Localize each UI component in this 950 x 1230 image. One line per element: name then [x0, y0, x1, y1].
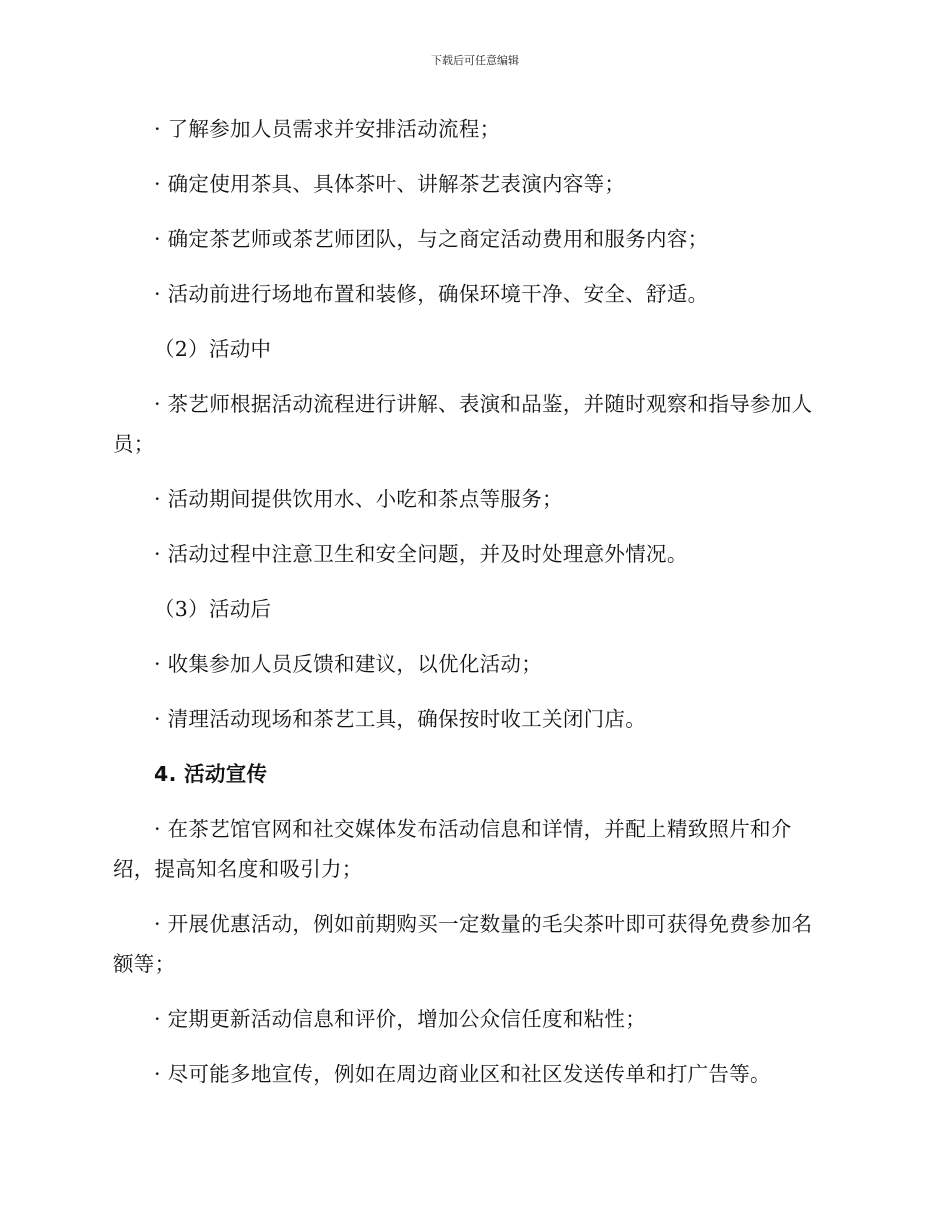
bullet-understand-needs: · 了解参加人员需求并安排活动流程； [154, 117, 501, 141]
bullet-tea-master-explain: · 茶艺师根据活动流程进行讲解、表演和品鉴，并随时观察和指导参加人员； [113, 392, 813, 456]
bullet-update-info: · 定期更新活动信息和评价，增加公众信任度和粘性； [154, 1007, 647, 1031]
bullet-website-social: · 在茶艺馆官网和社交媒体发布活动信息和详情，并配上精致照片和介绍，提高知名度和吸引力； [113, 817, 792, 881]
subheading-during-event: （2）活动中 [154, 337, 272, 361]
document-body [113, 109, 827, 1109]
bullet-collect-feedback: · 收集参加人员反馈和建议，以优化活动； [154, 652, 543, 676]
bullet-local-promotion: · 尽可能多地宣传，例如在周边商业区和社区发送传单和打广告等。 [154, 1062, 771, 1086]
bullet-venue-setup: · 活动前进行场地布置和装修，确保环境干净、安全、舒适。 [154, 282, 709, 306]
bullet-confirm-tea-set: · 确定使用茶具、具体茶叶、讲解茶艺表演内容等； [154, 172, 626, 196]
bullet-hygiene-safety: · 活动过程中注意卫生和安全问题，并及时处理意外情况。 [154, 542, 688, 566]
bullet-discount-activity: · 开展优惠活动，例如前期购买一定数量的毛尖茶叶即可获得免费参加名额等； [113, 912, 813, 976]
page-header: 下载后可任意编辑 [431, 54, 519, 67]
bullet-cleanup: · 清理活动现场和茶艺工具，确保按时收工关闭门店。 [154, 707, 647, 731]
subheading-after-event: （3）活动后 [154, 597, 272, 621]
bullet-provide-snacks: · 活动期间提供饮用水、小吃和茶点等服务； [154, 487, 563, 511]
bullet-confirm-tea-master: · 确定茶艺师或茶艺师团队，与之商定活动费用和服务内容； [154, 227, 709, 251]
section-heading-promotion: 4. 活动宣传 [154, 762, 268, 786]
